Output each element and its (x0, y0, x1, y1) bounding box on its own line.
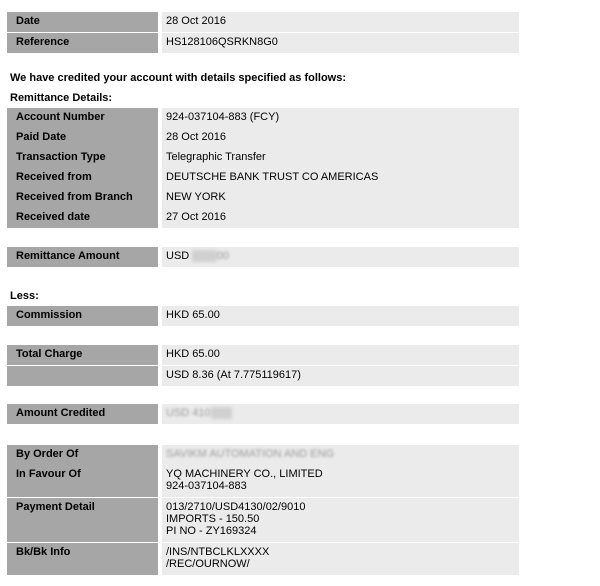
bk-info-line-2: /REC/OURNOW/ (166, 558, 250, 570)
account-number-value: 924-037104-883 (FCY) (162, 108, 519, 128)
paid-date-value: 28 Oct 2016 (162, 128, 519, 148)
received-date-value: 27 Oct 2016 (162, 208, 519, 228)
payment-detail-line-1: 013/2710/USD4130/02/9010 (166, 501, 306, 513)
amount-credited-text: USD 410 (166, 407, 211, 419)
by-order-of-row (7, 445, 519, 465)
received-branch-label: Received from Branch (7, 188, 158, 208)
total-charge-row (7, 345, 519, 365)
payment-detail-line-3: PI NO - ZY169324 (166, 525, 257, 537)
bk-info-line-1: /INS/NTBCLKLXXXX (166, 546, 270, 558)
total-charge-usd-row (7, 366, 519, 386)
payment-detail-label: Payment Detail (7, 498, 158, 542)
date-row (7, 12, 519, 32)
reference-label: Reference (7, 33, 158, 53)
transaction-type-value: Telegraphic Transfer (162, 148, 519, 168)
in-favour-line-2: 924-037104-883 (166, 480, 247, 492)
total-charge-hkd: HKD 65.00 (162, 345, 519, 365)
received-date-label: Received date (7, 208, 158, 228)
amount-credited-value (162, 404, 519, 424)
bk-info-value (162, 543, 519, 575)
account-number-row (7, 108, 519, 128)
in-favour-label: In Favour Of (7, 465, 158, 497)
by-order-of-text: SAVIKM AUTOMATION AND ENG (166, 448, 335, 460)
commission-label: Commission (7, 306, 158, 326)
commission-value: HKD 65.00 (162, 306, 519, 326)
commission-row (7, 306, 519, 326)
remittance-amount-row (7, 247, 519, 267)
received-date-row (7, 208, 519, 228)
paid-date-label: Paid Date (7, 128, 158, 148)
reference-row (7, 33, 519, 53)
payment-detail-row (7, 498, 519, 542)
total-charge-usd: USD 8.36 (At 7.775119617) (162, 366, 519, 386)
account-number-label: Account Number (7, 108, 158, 128)
remittance-details-heading: Remittance Details: (10, 92, 113, 104)
intro-text: We have credited your account with details specified as follows: (10, 72, 346, 84)
received-branch-value: NEW YORK (162, 188, 519, 208)
by-order-of-label: By Order Of (7, 445, 158, 465)
reference-value: HS128106QSRKN8G0 (162, 33, 519, 53)
redacted-amount (192, 250, 216, 262)
date-label: Date (7, 12, 158, 32)
total-charge-label: Total Charge (7, 345, 158, 365)
total-charge-empty-label (7, 366, 158, 386)
payment-detail-line-2: IMPORTS - 150.50 (166, 513, 260, 525)
bk-info-row (7, 543, 519, 575)
in-favour-line-1: YQ MACHINERY CO., LIMITED (166, 468, 323, 480)
received-branch-row (7, 188, 519, 208)
transaction-type-row (7, 148, 519, 168)
amount-credited-label: Amount Credited (7, 404, 158, 424)
redacted-credit (211, 407, 232, 419)
bk-info-label: Bk/Bk Info (7, 543, 158, 575)
less-heading: Less: (10, 290, 39, 302)
remittance-amount-value (162, 247, 519, 267)
remittance-amount-suffix: 00 (216, 250, 230, 262)
transaction-type-label: Transaction Type (7, 148, 158, 168)
in-favour-value (162, 465, 519, 497)
paid-date-row (7, 128, 519, 148)
by-order-of-value (162, 445, 519, 465)
remittance-currency: USD (166, 250, 190, 262)
received-from-row (7, 168, 519, 188)
received-from-label: Received from (7, 168, 158, 188)
payment-detail-value (162, 498, 519, 542)
date-value: 28 Oct 2016 (162, 12, 519, 32)
remittance-amount-label: Remittance Amount (7, 247, 158, 267)
received-from-value: DEUTSCHE BANK TRUST CO AMERICAS (162, 168, 519, 188)
in-favour-row (7, 465, 519, 497)
amount-credited-row (7, 404, 519, 424)
